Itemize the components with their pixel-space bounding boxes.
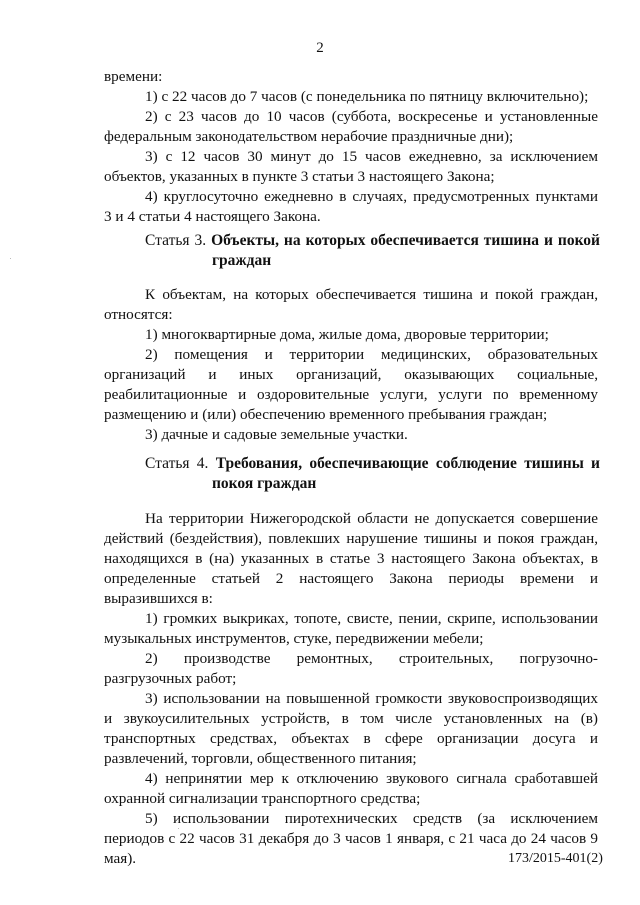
- text-line: разгрузочных работ;: [104, 670, 237, 687]
- text-line: 3 и 4 статьи 4 настоящего Закона.: [104, 208, 321, 225]
- text-line: организаций и иных организаций, оказывающих социальные,: [104, 366, 598, 383]
- text-line: и звукоусилительных устройств, в том числе установленных на (в): [104, 710, 598, 727]
- list-item: 3) с 12 часов 30 минут до 15 часов ежедневно, за исключением: [145, 148, 598, 165]
- list-item: 2) производстве ремонтных, строительных, погрузочно-: [145, 650, 598, 667]
- article-4-title-line2: покоя граждан: [212, 475, 317, 492]
- document-code: 173/2015-401(2): [508, 851, 603, 866]
- list-item: 3) использовании на повышенной громкости звуковоспроизводящих: [145, 690, 598, 707]
- text-line: музыкальных инструментов, стуке, передвижении мебели;: [104, 630, 484, 647]
- text-line: времени:: [104, 68, 163, 85]
- text-line: объектов, указанных в пункте 3 статьи 3 настоящего Закона;: [104, 168, 495, 185]
- text-line: периодов с 22 часов 31 декабря до 3 часов 1 января, с 21 часа до 24 часов 9: [104, 830, 598, 847]
- text-line: находящихся в (на) указанных в статье 3 настоящего Закона объектах, в: [104, 550, 598, 567]
- text-line: действий (бездействия), повлекших нарушение тишины и покоя граждан,: [104, 530, 598, 547]
- article-3-title-line2: граждан: [212, 252, 272, 269]
- scan-speck: [178, 828, 179, 829]
- article-3-heading: [145, 231, 600, 251]
- text-line: относятся:: [104, 306, 173, 323]
- list-item: 1) многоквартирные дома, жилые дома, дворовые территории;: [145, 326, 549, 343]
- article-3-prefix: Статья 3.: [145, 232, 207, 249]
- text-line: федеральным законодательством нерабочие праздничные дни);: [104, 128, 514, 145]
- article-3-title-cont: [212, 251, 271, 271]
- text-line: определенные статьей 2 настоящего Закона периоды времени и: [104, 570, 598, 587]
- list-item: 2) с 23 часов до 10 часов (суббота, воскресенье и установленные: [145, 108, 598, 125]
- list-item: 3) дачные и садовые земельные участки.: [145, 426, 408, 443]
- article-4-prefix: Статья 4.: [145, 455, 209, 472]
- article-4-heading: [145, 454, 600, 474]
- article-4-title: Требования, обеспечивающие соблюдение тишины и: [215, 455, 600, 472]
- text-line: транспортных средствах, объектах в сфере организации досуга и: [104, 730, 598, 747]
- scan-speck: [10, 258, 11, 259]
- paragraph-line: На территории Нижегородской области не допускается совершение: [145, 510, 598, 527]
- list-item: 4) непринятии мер к отключению звукового сигнала сработавшей: [145, 770, 598, 787]
- list-item: 1) громких выкриках, топоте, свисте, пении, скрипе, использовании: [145, 610, 598, 627]
- list-item: 2) помещения и территории медицинских, образовательных: [145, 346, 598, 363]
- article-3-title: Объекты, на которых обеспечивается тишина и покой: [211, 232, 600, 249]
- text-line: размещению и (или) обеспечению временного пребывания граждан;: [104, 406, 548, 423]
- list-item: 4) круглосуточно ежедневно в случаях, предусмотренных пунктами: [145, 188, 598, 205]
- text-line: реабилитационные и оздоровительные услуги, услуги по временному: [104, 386, 598, 403]
- list-item: 5) использовании пиротехнических средств (за исключением: [145, 810, 598, 827]
- article-4-title-cont: [212, 474, 316, 494]
- text-line: охранной сигнализации транспортного средства;: [104, 790, 421, 807]
- text-line: мая).: [104, 850, 137, 867]
- paragraph-line: К объектам, на которых обеспечивается тишина и покой граждан,: [145, 286, 598, 303]
- list-item: 1) с 22 часов до 7 часов (с понедельника по пятницу включительно);: [145, 88, 589, 105]
- page-number: 2: [316, 40, 324, 56]
- text-line: развлечений, торговли, общественного питания;: [104, 750, 417, 767]
- text-line: выразившихся в:: [104, 590, 213, 607]
